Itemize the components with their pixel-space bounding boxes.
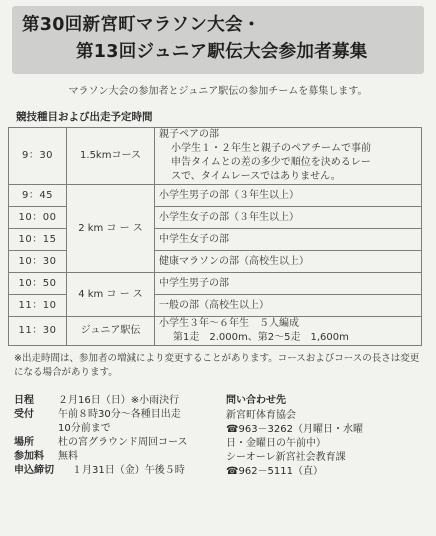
detail-row [14, 464, 226, 478]
start-time: 9：45 [9, 185, 67, 207]
venue-value: 杜の宮グラウンド周回コース [58, 437, 188, 448]
title-line-1: 第30回新宮町マラソン大会・ [22, 15, 261, 35]
schedule-table [8, 127, 422, 346]
event-cell [155, 128, 422, 185]
fee-value: 無料 [58, 451, 78, 462]
event-description-line: 小学生１・２年生と親子のペアチームで事前 [171, 143, 371, 154]
event-name: 中学生男子の部 [155, 273, 422, 295]
contact-org: 新宮町体育協会 [226, 410, 296, 421]
phone-number: 963－3262（月曜日・水曜 [238, 424, 364, 435]
start-time: 10：50 [9, 273, 67, 295]
detail-row [14, 408, 226, 422]
event-description-line: 申告タイムとの差の多少で順位を決めるレー [171, 157, 371, 168]
title-banner [12, 6, 424, 74]
date-label: 日程 [14, 395, 34, 406]
contact-heading: 問い合わせ先 [226, 395, 286, 406]
schedule-note: ※出走時間は、参加者の増減により変更することがあります。コースおよびコースの長さは変更になる場合があります。 [14, 353, 420, 378]
event-title: 親子ペアの部 [159, 129, 219, 140]
event-name: 小学生３年〜６年生 ５人編成 [159, 318, 299, 329]
fee-label: 参加料 [14, 451, 44, 462]
detail-row [14, 450, 226, 464]
table-row [9, 185, 422, 207]
course-distance: 2 km コ ー ス [67, 185, 155, 273]
reception-label: 受付 [14, 409, 34, 420]
phone-number: 962－5111（直） [238, 466, 324, 477]
start-time: 10：15 [9, 229, 67, 251]
phone-icon: ☎ [226, 424, 239, 435]
start-time: 9：30 [9, 128, 67, 185]
event-cell [155, 317, 422, 346]
detail-row [14, 394, 226, 408]
event-name: 一般の部（高校生以上） [155, 295, 422, 317]
contact-org: シーオーレ新宮社会教育課 [226, 452, 346, 463]
event-distance-detail: 第1走 2.000m、第2〜5走 1,600m [173, 332, 349, 343]
event-details [8, 394, 226, 479]
event-name: 健康マラソンの部（高校生以上） [155, 251, 422, 273]
start-time: 11：10 [9, 295, 67, 317]
contact-phone [226, 465, 422, 479]
table-row [9, 273, 422, 295]
reception-value-cont: 10分前まで [58, 423, 111, 434]
course-distance: ジュニア駅伝 [67, 317, 155, 346]
contact-phone [226, 423, 422, 437]
event-description-line: スで、タイムレースではありません。 [171, 171, 341, 182]
title-line-2: 第13回ジュニア駅伝大会参加者募集 [76, 42, 368, 62]
phone-icon: ☎ [226, 466, 239, 477]
intro-text: マラソン大会の参加者とジュニア駅伝の参加チームを募集します。 [68, 86, 368, 97]
course-distance: 4 km コ ー ス [67, 273, 155, 317]
table-row [9, 317, 422, 346]
date-value: ２月16日（日）※小雨決行 [58, 395, 180, 406]
schedule-heading: 競技種目および出走予定時間 [16, 111, 153, 123]
event-name: 小学生男子の部（３年生以上） [155, 185, 422, 207]
event-name: 中学生女子の部 [155, 229, 422, 251]
event-name: 小学生女子の部（３年生以上） [155, 207, 422, 229]
deadline-value: １月31日（金）午後５時 [72, 465, 185, 476]
reception-value: 午前８時30分～各種目出走 [58, 409, 181, 420]
info-section [8, 394, 428, 479]
contact-section [226, 394, 422, 479]
course-distance: 1.5kmコース [67, 128, 155, 185]
deadline-label: 申込締切 [14, 465, 54, 476]
start-time: 11：30 [9, 317, 67, 346]
venue-label: 場所 [14, 437, 34, 448]
phone-hours: 日・金曜日の午前中） [226, 438, 326, 449]
start-time: 10：00 [9, 207, 67, 229]
detail-row [14, 436, 226, 450]
start-time: 10：30 [9, 251, 67, 273]
table-row [9, 128, 422, 185]
